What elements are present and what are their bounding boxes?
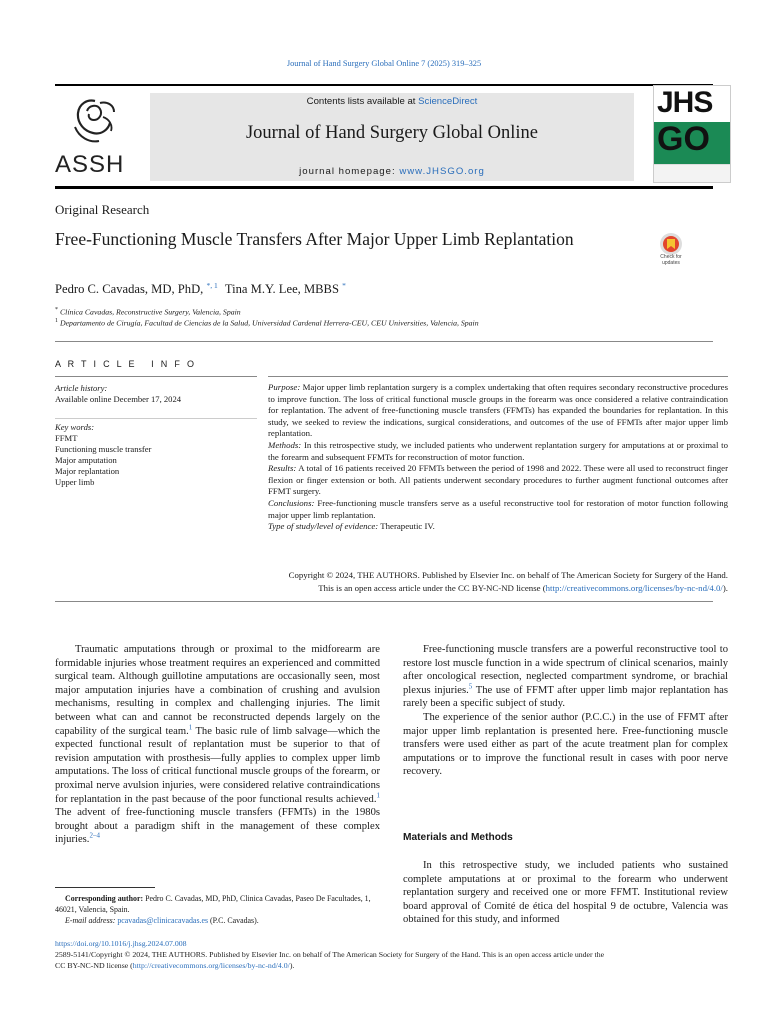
body-left-column (55, 643, 380, 847)
homepage-line (150, 166, 634, 177)
journal-banner (150, 93, 634, 181)
author-2: Tina M.Y. Lee, MBBS (224, 282, 339, 297)
abstract-results: A total of 16 patients received 20 FFMTs between the period of 1998 and 2022. These were all used to reconstruct finger flexion or finger extension or both. All patients underwent secondary procedures to further augment functional outcomes after FFMT surgery. (268, 463, 728, 497)
article-history-value: Available online December 17, 2024 (55, 394, 182, 404)
keywords-block (55, 422, 255, 488)
affiliation-2 (55, 318, 479, 328)
affiliation-2-mark: 1 (55, 318, 58, 324)
affiliation-2-text: Departamento de Cirugía, Facultad de Ciencias de la Salud, Universidad Cardenal Herrera-CEU, CEU Universities, Valencia, Spain (59, 318, 479, 328)
body-text: Traumatic amputations through or proximal to the midforearm are formidable injuries whose treatment requires an experienced and committed surgical team. Although guillotine amputations are occasionally seen, most major amputation injuries have a combination of crushing and avulsion mechanisms, resulting in complex and challenging injuries. The limit between what can and cannot be reconstructed depends largely on the capability of the surgical team. (55, 644, 380, 737)
article-history (55, 383, 255, 405)
hand-emblem-icon (67, 95, 123, 147)
body-right-column (403, 643, 728, 779)
author-1: Pedro C. Cavadas, MD, PhD, (55, 282, 204, 297)
abstract-results-label: Results: (268, 463, 297, 474)
email-line (55, 915, 380, 926)
keyword: Major amputation (55, 455, 117, 465)
section-heading: Materials and Methods (403, 832, 513, 843)
cover-footer-strip (654, 164, 730, 183)
abstract-methods-label: Methods: (268, 439, 302, 450)
contents-line (150, 96, 634, 107)
affiliation-1-text: Clínica Cavadas, Reconstructive Surgery, Valencia, Spain (59, 307, 241, 317)
journal-cover-thumbnail[interactable] (653, 85, 731, 183)
footer-license-prefix: CC BY-NC-ND license ( (55, 961, 133, 970)
article-info-rule (55, 376, 257, 377)
page-footer (55, 938, 735, 971)
body-paragraph: In this retrospective study, we included patients who sustained complete amputations at or proximal to the forearm who underwent replantation surgery and received one or more FFMT. Institutional review board approval of Comité de ética del hospital 9 de octubre, Valencia was obtained for this study, and informed (403, 860, 728, 926)
article-history-label: Article history: (55, 383, 108, 393)
author-2-marks[interactable]: * (342, 281, 346, 290)
keyword: Major replantation (55, 466, 120, 476)
abstract-bottom-rule (55, 601, 713, 602)
check-updates-label: Check for updates (660, 254, 682, 266)
homepage-link[interactable]: www.JHSGO.org (399, 166, 485, 177)
citation-ref[interactable]: 5 (468, 682, 473, 691)
copyright-block (150, 569, 728, 594)
citation-ref[interactable]: 2–4 (89, 831, 100, 840)
corresponding-author (55, 893, 380, 915)
contents-prefix: Contents lists available at (306, 96, 419, 107)
copyright-license-link[interactable]: http://creativecommons.org/licenses/by-nc-nd/4.0/ (545, 582, 723, 593)
abstract-level: Therapeutic IV. (378, 521, 435, 532)
footer-license-link[interactable]: http://creativecommons.org/licenses/by-nc-nd/4.0/ (132, 961, 290, 970)
copyright-license-prefix: This is an open access article under the CC BY-NC-ND license ( (318, 582, 546, 593)
body-text: The use of FFMT after upper limb major replantation has rarely been a specific subject of study. (403, 684, 728, 710)
keywords-label: Key words: (55, 422, 95, 432)
footer-copyright-line: 2589-5141/Copyright © 2024, THE AUTHORS. Published by Elsevier Inc. on behalf of The American Society for Surgery of the Hand. This is an open access article under the (55, 950, 605, 959)
copyright-line-2 (150, 582, 728, 595)
sciencedirect-link[interactable]: ScienceDirect (418, 96, 478, 107)
journal-title: Journal of Hand Surgery Global Online (245, 123, 538, 143)
abstract-purpose-label: Purpose: (268, 382, 301, 392)
header-top-rule (55, 84, 713, 86)
keywords-rule (55, 418, 257, 419)
body-text: The basic rule of limb salvage—which the expected functional result of replantation must be superior to that of revision amputation with prosthesis—fully applies to complex upper limb amputations. The loss of critical functional muscle groups of the forearm, or proximal nerve avulsion injuries, were considered relative contraindications for replantation in the past because of the poor functional results achieved. (55, 725, 380, 805)
author-1-marks[interactable]: *, 1 (206, 281, 218, 290)
body-text: The advent of free-functioning muscle transfers (FFMTs) in the 1980s brought about a paradigm shift in the management of these complex injuries. (55, 807, 380, 846)
footer-license-suffix: ). (289, 961, 295, 970)
author-line (55, 281, 346, 297)
assh-logo (55, 95, 140, 180)
footer-license-line (55, 960, 735, 971)
header-bottom-rule (55, 186, 713, 189)
cover-go-text: GO (657, 120, 710, 158)
abstract-purpose: Major upper limb replantation surgery is a complex undertaking that often requires secondary reconstructive procedures to improve function. The loss of critical functional muscle groups in the forearm was once considered a relative contraindication for replantation. The advent of free-functioning muscle transfers (FFMTs) has expanded the boundaries for replantation. In this study, we seeked to review the indications, surgical considerations, and outcomes of the use of FFMTs after major upper limb replantation. (268, 382, 728, 439)
citation-ref[interactable]: 1 (188, 723, 193, 732)
check-for-updates-badge[interactable] (652, 232, 690, 268)
body-text: Free-functioning muscle transfers are a powerful reconstructive tool to restore lost muscle function in a wide spectrum of clinical scenarios, mainly after oncological resection, neglected compartment syndrome, or brachial plexus injuries. (403, 644, 728, 696)
body-paragraph (403, 643, 728, 711)
doi-link[interactable]: https://doi.org/10.1016/j.jhsg.2024.07.008 (55, 939, 187, 948)
cover-jhs-text: JHS (657, 86, 713, 119)
affiliation-1-mark: * (55, 307, 58, 313)
footnote-rule (55, 887, 155, 888)
abstract-rule (268, 376, 728, 377)
corresponding-author-label: Corresponding author: (65, 894, 144, 903)
homepage-prefix: journal homepage: (299, 166, 400, 177)
affiliations-rule (55, 341, 713, 342)
abstract-conclusions-label: Conclusions: (268, 497, 315, 508)
body-paragraph: The experience of the senior author (P.C.C.) in the use of FFMT after major upper limb replantation is presented here. Free-functioning muscle transfers were used either as part of the acute treatment plan for complex amputations or to improve the functional result in cases with poor nerve recovery. (403, 711, 728, 778)
keyword: Functioning muscle transfer (55, 444, 152, 454)
email-suffix: (P.C. Cavadas). (208, 916, 259, 926)
assh-logo-text: ASSH (55, 151, 125, 178)
body-paragraph (55, 643, 380, 847)
body-right-column-2 (403, 859, 728, 927)
citation-ref[interactable]: 1 (376, 791, 380, 799)
article-title: Free-Functioning Muscle Transfers After Major Upper Limb Replantation (55, 229, 574, 249)
copyright-line-1: Copyright © 2024, THE AUTHORS. Published by Elsevier Inc. on behalf of The American Society for Surgery of the Hand. (288, 570, 728, 580)
keyword: Upper limb (55, 477, 95, 487)
email-label: E-mail address: (65, 916, 116, 926)
affiliation-1 (55, 307, 241, 317)
copyright-license-suffix: ). (722, 582, 728, 593)
keyword: FFMT (55, 433, 78, 443)
abstract (268, 382, 728, 533)
email-link[interactable]: pcavadas@clinicacavadas.es (117, 916, 209, 926)
journal-citation[interactable]: Journal of Hand Surgery Global Online 7 (2025) 319–325 (286, 59, 482, 68)
abstract-methods: In this retrospective study, we included patients who underwent replantation surgery for amputations at or proximal to the forearm and subsequent FFMTs for reconstruction of motor function. (268, 439, 728, 462)
footnote (55, 893, 380, 927)
article-type: Original Research (55, 202, 150, 217)
abstract-conclusions: Free-functioning muscle transfers serve as a useful reconstructive tool for restoration of motor function following major upper limb replantation. (268, 497, 728, 520)
article-info-heading: A R T I C L E I N F O (55, 359, 197, 369)
corresponding-author-text: Pedro C. Cavadas, MD, PhD, Clinica Cavadas, Paseo De Facultades, 1, 46021, Valencia, Spain. (55, 894, 371, 915)
abstract-level-label: Type of study/level of evidence: (268, 521, 379, 532)
